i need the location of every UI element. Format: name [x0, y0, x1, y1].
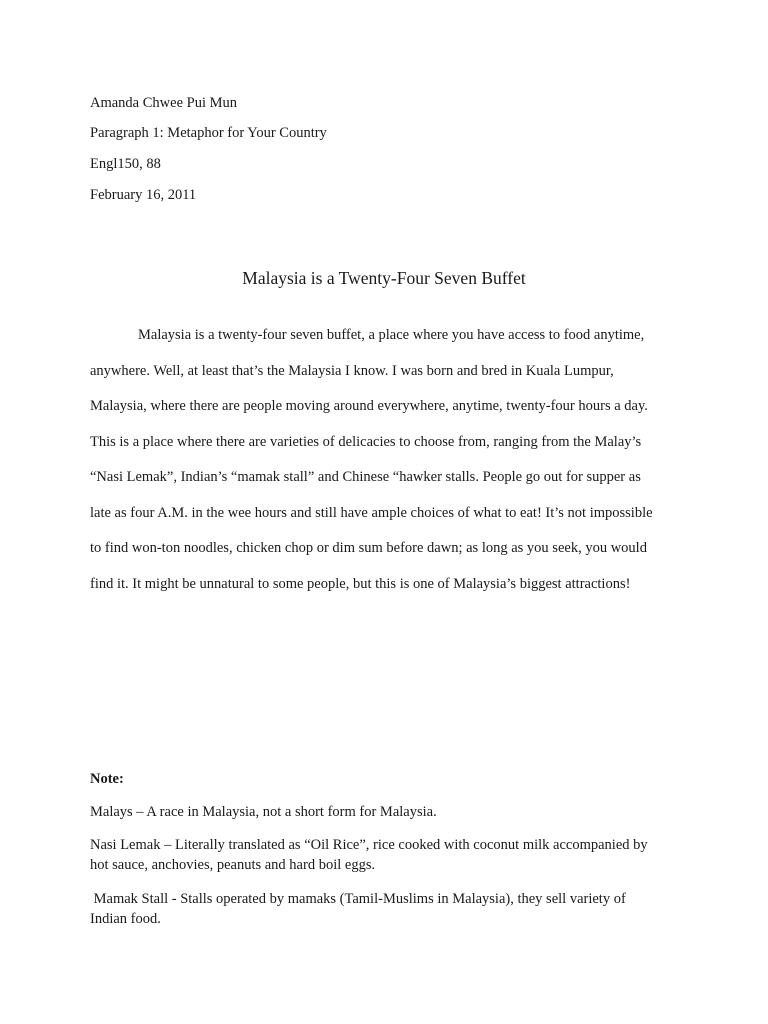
- note-line: Indian food.: [90, 911, 161, 927]
- note-line: hot sauce, anchovies, peanuts and hard boil eggs.: [90, 857, 376, 873]
- note-heading: Note:: [90, 771, 124, 787]
- paragraph-line: Malaysia is a twenty-four seven buffet, a place where you have access to food anytime,: [138, 327, 645, 343]
- course-number: Engl150, 88: [90, 156, 161, 172]
- paragraph-line: “Nasi Lemak”, Indian’s “mamak stall” and Chinese “hawker stalls. People go out for supper as: [90, 469, 641, 485]
- paragraph-line: late as four A.M. in the wee hours and still have ample choices of what to eat! It’s not impossible: [90, 505, 653, 521]
- paragraph-line: This is a place where there are varieties of delicacies to choose from, ranging from the Malay’s: [90, 434, 642, 450]
- paragraph-line: find it. It might be unnatural to some people, but this is one of Malaysia’s biggest attractions!: [90, 576, 631, 592]
- paragraph-line: to find won-ton noodles, chicken chop or dim sum before dawn; as long as you seek, you would: [90, 540, 647, 556]
- paragraph-line: anywhere. Well, at least that’s the Malaysia I know. I was born and bred in Kuala Lumpur,: [90, 363, 614, 379]
- paragraph-line: Malaysia, where there are people moving around everywhere, anytime, twenty-four hours a day.: [90, 398, 648, 414]
- note-line: Mamak Stall - Stalls operated by mamaks (Tamil-Muslims in Malaysia), they sell variety of: [90, 891, 626, 907]
- assignment-title: Paragraph 1: Metaphor for Your Country: [90, 125, 327, 141]
- note-line: Nasi Lemak – Literally translated as “Oil Rice”, rice cooked with coconut milk accompanied by: [90, 837, 648, 853]
- document-date: February 16, 2011: [90, 187, 197, 203]
- note-line: Malays – A race in Malaysia, not a short form for Malaysia.: [90, 804, 437, 820]
- author-name: Amanda Chwee Pui Mun: [90, 95, 237, 111]
- essay-title: Malaysia is a Twenty-Four Seven Buffet: [242, 268, 526, 288]
